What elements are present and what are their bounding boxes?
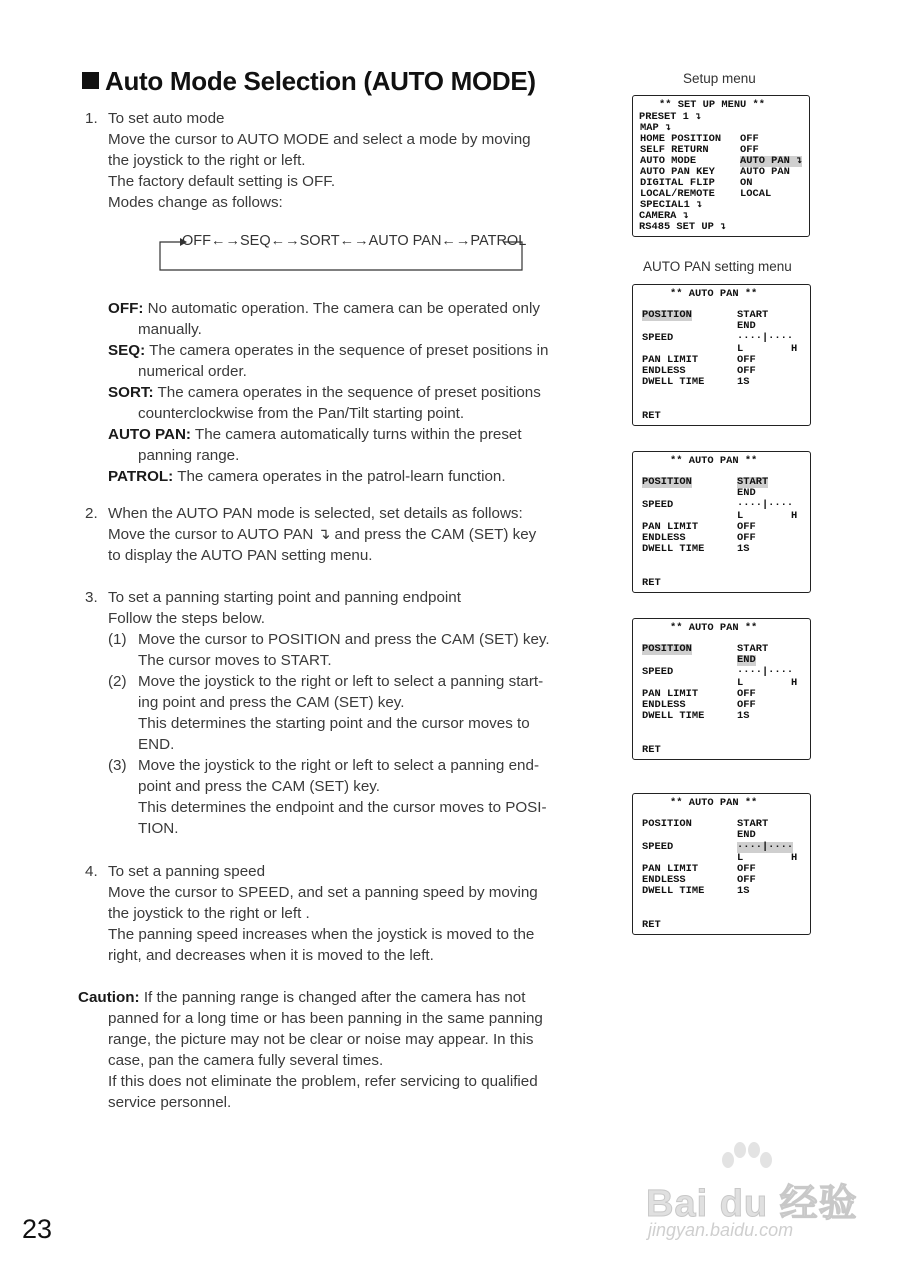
menu-item-position: POSITION — [642, 476, 692, 488]
menu-item-dwell-time: DWELL TIME — [642, 710, 705, 722]
speed-high-label: H — [791, 343, 798, 355]
menu-item-camera: CAMERA ↴ — [639, 210, 689, 222]
mode-sort-definition — [108, 382, 541, 403]
menu-value-end: END — [737, 487, 756, 499]
menu-item-digital-flip: DIGITAL FLIP — [640, 177, 715, 189]
watermark-text: Bai du 经验 — [646, 1183, 858, 1225]
step-4-line: the joystick to the right or left . — [108, 905, 310, 922]
mode-desc-cont: numerical order. — [138, 363, 247, 380]
menu-value: AUTO PAN — [740, 166, 790, 178]
menu-value: 1S — [737, 543, 750, 555]
caution-line: service personnel. — [108, 1094, 232, 1111]
menu-item-endless: ENDLESS — [642, 365, 686, 377]
autopan-menu-caption: AUTO PAN setting menu — [643, 259, 792, 274]
watermark — [640, 1140, 858, 1250]
caution-note — [78, 987, 525, 1008]
menu-item-preset: PRESET 1 ↴ — [639, 111, 702, 123]
caution-term: Caution: — [78, 989, 140, 1006]
step-2-line: to display the AUTO PAN setting menu. — [108, 547, 373, 564]
menu-item-dwell-time: DWELL TIME — [642, 885, 705, 897]
step-3-number: 3. — [85, 589, 98, 606]
substep-line: Move the joystick to the right or left to select a panning start- — [138, 673, 544, 690]
mode-term: AUTO PAN: — [108, 426, 191, 443]
autopan-menu-screen — [632, 793, 811, 935]
watermark-url: jingyan.baidu.com — [648, 1220, 794, 1240]
mode-cycle-text: OFF←→SEQ←→SORT←→AUTO PAN←→PATROL — [182, 233, 527, 249]
menu-item-local-remote: LOCAL/REMOTE — [640, 188, 715, 200]
substep-line: The cursor moves to START. — [138, 652, 332, 669]
menu-item-ret: RET — [642, 919, 661, 931]
speed-bar: ····|···· — [737, 499, 794, 511]
section-title-text: Auto Mode Selection (AUTO MODE) — [105, 66, 536, 96]
caution-line: range, the picture may not be clear or noise may appear. In this — [108, 1031, 534, 1048]
menu-value: 1S — [737, 376, 750, 388]
mode-cycle-diagram — [158, 232, 527, 272]
menu-value-start: START — [737, 643, 769, 655]
speed-low-label: L — [737, 343, 744, 355]
substep-line: Move the joystick to the right or left to select a panning end- — [138, 757, 540, 774]
substep-line: point and press the CAM (SET) key. — [138, 778, 380, 795]
autopan-menu-screen — [632, 618, 811, 760]
menu-value-end: END — [737, 829, 756, 841]
step-4-number: 4. — [85, 863, 98, 880]
mode-term: PATROL: — [108, 468, 174, 485]
menu-title: ** AUTO PAN ** — [670, 622, 758, 634]
substep-line: This determines the starting point and the cursor moves to — [138, 715, 530, 732]
step-1-line: Modes change as follows: — [108, 194, 283, 211]
menu-value: ON — [740, 177, 753, 189]
menu-item-home-position: HOME POSITION — [640, 133, 722, 145]
mode-term: SEQ: — [108, 342, 146, 359]
menu-value: 1S — [737, 710, 750, 722]
mode-patrol-definition — [108, 466, 506, 487]
menu-item-ret: RET — [642, 577, 661, 589]
mode-term: OFF: — [108, 300, 144, 317]
mode-desc: No automatic operation. The camera can be operated only — [147, 300, 540, 317]
menu-item-dwell-time: DWELL TIME — [642, 376, 705, 388]
mode-desc: The camera operates in the patrol-learn function. — [177, 468, 506, 485]
menu-item-position: POSITION — [642, 643, 692, 655]
caution-line: If the panning range is changed after the camera has not — [143, 989, 526, 1006]
menu-value: 1S — [737, 885, 750, 897]
menu-item-rs485: RS485 SET UP ↴ — [639, 221, 727, 233]
menu-item-auto-pan-key: AUTO PAN KEY — [640, 166, 715, 178]
menu-item-dwell-time: DWELL TIME — [642, 543, 705, 555]
menu-item-speed: SPEED — [642, 332, 674, 344]
menu-value-end: END — [737, 654, 756, 666]
step-3-line: To set a panning starting point and panning endpoint — [108, 589, 461, 606]
step-1-number: 1. — [85, 110, 98, 127]
menu-value-start: START — [737, 476, 769, 488]
step-4-line: Move the cursor to SPEED, and set a panning speed by moving — [108, 884, 538, 901]
page-number: 23 — [22, 1214, 53, 1244]
menu-value: OFF — [737, 365, 756, 377]
menu-title: ** AUTO PAN ** — [670, 797, 758, 809]
autopan-menu-screen — [632, 451, 811, 593]
menu-item-speed: SPEED — [642, 666, 674, 678]
mode-desc: The camera operates in the sequence of preset positions — [157, 384, 541, 401]
caution-line: case, pan the camera fully several times. — [108, 1052, 384, 1069]
menu-item-pan-limit: PAN LIMIT — [642, 863, 699, 875]
menu-item-self-return: SELF RETURN — [640, 144, 709, 156]
menu-item-ret: RET — [642, 744, 661, 756]
speed-low-label: L — [737, 852, 744, 864]
substep-line: ing point and press the CAM (SET) key. — [138, 694, 405, 711]
caution-line: panned for a long time or has been panning in the same panning — [108, 1010, 543, 1027]
substep-3-number: (3) — [108, 757, 127, 774]
mode-autopan-definition — [108, 424, 522, 445]
menu-item-pan-limit: PAN LIMIT — [642, 521, 699, 533]
menu-title: ** AUTO PAN ** — [670, 288, 758, 300]
mode-seq-definition — [108, 340, 548, 361]
step-1-line: The factory default setting is OFF. — [108, 173, 336, 190]
mode-desc-cont: counterclockwise from the Pan/Tilt starting point. — [138, 405, 465, 422]
step-2-line: Move the cursor to AUTO PAN ↴ and press the CAM (SET) key — [108, 526, 537, 543]
setup-menu-screen — [632, 95, 810, 237]
speed-bar: ····|···· — [737, 841, 794, 853]
setup-menu-caption: Setup menu — [683, 71, 756, 86]
step-2-number: 2. — [85, 505, 98, 522]
substep-line: This determines the endpoint and the cursor moves to POSI- — [138, 799, 547, 816]
menu-item-endless: ENDLESS — [642, 699, 686, 711]
menu-item-map: MAP ↴ — [640, 122, 672, 134]
speed-high-label: H — [791, 510, 798, 522]
menu-value-end: END — [737, 320, 756, 332]
menu-item-endless: ENDLESS — [642, 532, 686, 544]
menu-value: LOCAL — [740, 188, 772, 200]
menu-title: ** SET UP MENU ** — [659, 99, 766, 111]
menu-item-pan-limit: PAN LIMIT — [642, 688, 699, 700]
menu-value: OFF — [737, 521, 756, 533]
section-title — [82, 66, 536, 97]
menu-item-speed: SPEED — [642, 499, 674, 511]
substep-1-number: (1) — [108, 631, 127, 648]
menu-value: OFF — [737, 874, 756, 886]
speed-bar: ····|···· — [737, 332, 794, 344]
menu-item-endless: ENDLESS — [642, 874, 686, 886]
mode-off-definition — [108, 298, 540, 319]
menu-item-speed: SPEED — [642, 841, 674, 853]
autopan-menu-screen — [632, 284, 811, 426]
menu-value: OFF — [737, 354, 756, 366]
menu-value-start: START — [737, 309, 769, 321]
mode-desc-cont: manually. — [138, 321, 202, 338]
mode-term: SORT: — [108, 384, 154, 401]
speed-bar: ····|···· — [737, 666, 794, 678]
menu-value: OFF — [737, 863, 756, 875]
step-4-line: The panning speed increases when the joystick is moved to the — [108, 926, 535, 943]
step-4-line: right, and decreases when it is moved to the left. — [108, 947, 434, 964]
mode-desc: The camera automatically turns within the preset — [194, 426, 522, 443]
step-2-line: When the AUTO PAN mode is selected, set details as follows: — [108, 505, 523, 522]
mode-desc-cont: panning range. — [138, 447, 240, 464]
step-1-line: Move the cursor to AUTO MODE and select a mode by moving — [108, 131, 531, 148]
menu-item-position: POSITION — [642, 309, 692, 321]
substep-line: TION. — [138, 820, 179, 837]
menu-item-auto-mode: AUTO MODE — [640, 155, 697, 167]
menu-value-start: START — [737, 818, 769, 830]
menu-title: ** AUTO PAN ** — [670, 455, 758, 467]
menu-item-pan-limit: PAN LIMIT — [642, 354, 699, 366]
step-1-line: the joystick to the right or left. — [108, 152, 306, 169]
menu-item-ret: RET — [642, 410, 661, 422]
menu-value: OFF — [737, 532, 756, 544]
menu-value: OFF — [737, 688, 756, 700]
substep-line: END. — [138, 736, 175, 753]
substep-2-number: (2) — [108, 673, 127, 690]
mode-desc: The camera operates in the sequence of preset positions in — [149, 342, 549, 359]
menu-value: OFF — [737, 699, 756, 711]
square-bullet-icon — [82, 72, 99, 89]
step-4-line: To set a panning speed — [108, 863, 266, 880]
menu-item-special1: SPECIAL1 ↴ — [640, 199, 703, 211]
speed-high-label: H — [791, 677, 798, 689]
menu-value: OFF — [740, 133, 759, 145]
menu-value-selected: AUTO PAN ↴ — [740, 155, 803, 167]
menu-value: OFF — [740, 144, 759, 156]
caution-line: If this does not eliminate the problem, refer servicing to qualified — [108, 1073, 538, 1090]
speed-high-label: H — [791, 852, 798, 864]
step-3-line: Follow the steps below. — [108, 610, 266, 627]
speed-low-label: L — [737, 510, 744, 522]
step-1-line: To set auto mode — [108, 110, 225, 127]
substep-line: Move the cursor to POSITION and press the CAM (SET) key. — [138, 631, 550, 648]
menu-item-position: POSITION — [642, 818, 692, 830]
speed-low-label: L — [737, 677, 744, 689]
